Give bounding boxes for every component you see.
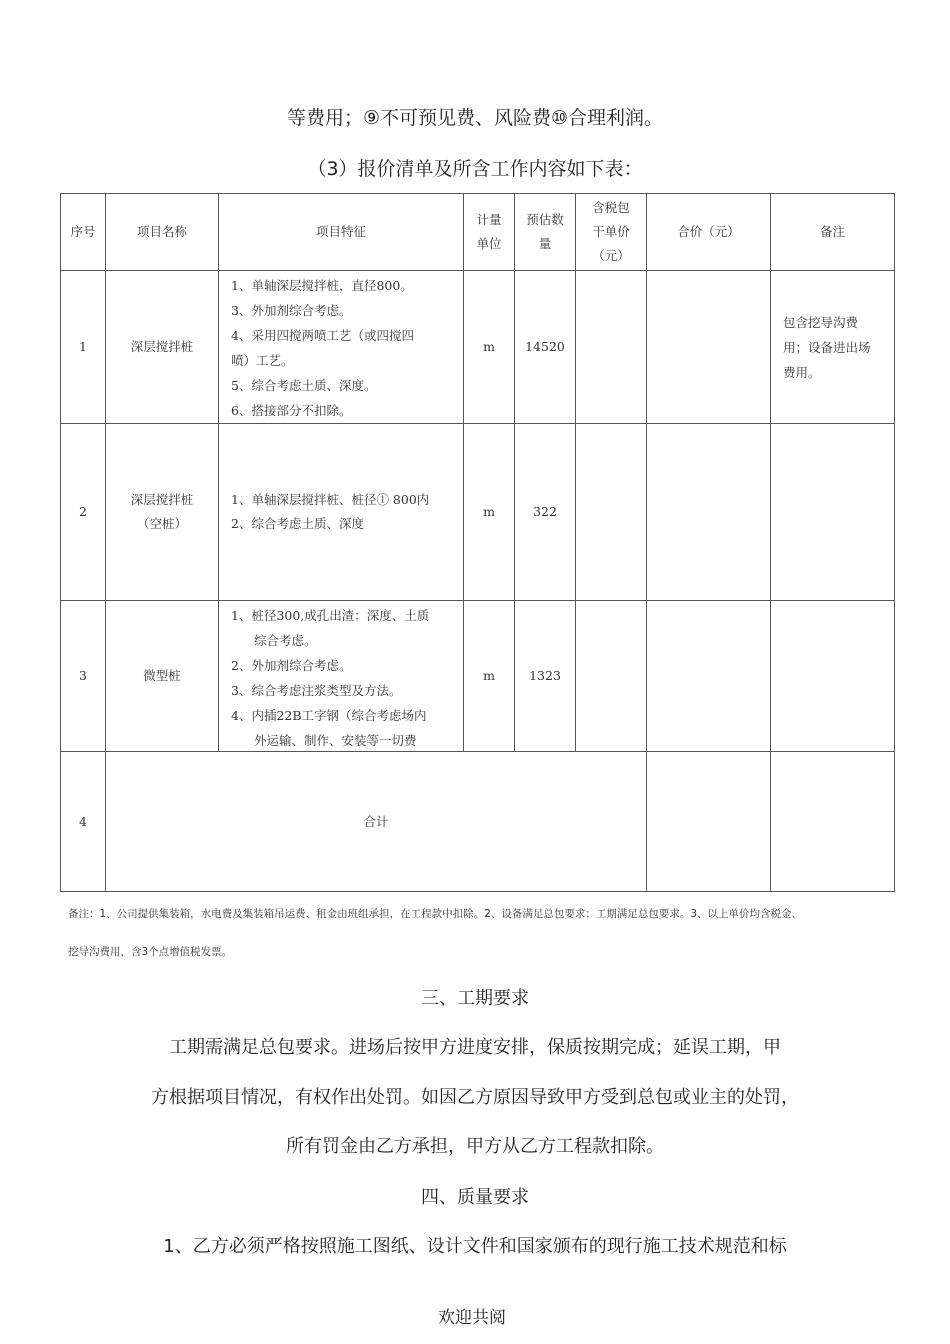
feature-line: 3、综合考虑注浆类型及方法。: [231, 683, 402, 698]
table-row: [61, 752, 895, 892]
row2-name: [106, 424, 219, 601]
row4-total: [647, 752, 771, 892]
header-qty: [515, 194, 576, 271]
header-feature: 项目特征: [219, 194, 464, 271]
header-note: 备注: [771, 194, 895, 271]
header-qty-line2: 量: [538, 236, 552, 251]
header-qty-line1: 预估数: [526, 212, 564, 227]
row4-note: [771, 752, 895, 892]
row3-unit: m: [464, 601, 515, 752]
row3-features-clip: [231, 603, 455, 751]
row3-note: [771, 601, 895, 752]
header-unit-line1: 计量: [476, 212, 502, 227]
feature-line: 外运输、制作、安装等一切费: [254, 733, 417, 748]
feature-line: 5、综合考虑土质、深度。: [231, 378, 377, 393]
remark-line-1: 备注：1、公司提供集装箱，水电费及集装箱吊运费、租金由班组承担，在工程款中扣除。2、设备满足总包要求；工期满足总包要求。3、以上单价均含税金、: [68, 908, 803, 920]
note-line: 包含挖导沟费: [783, 314, 859, 330]
row2-name-line2: （空桩）: [136, 516, 187, 531]
header-unit-line2: 单位: [476, 236, 502, 251]
table-header-row: [61, 194, 895, 271]
table-heading: （3）报价清单及所含工作内容如下表：: [307, 158, 643, 180]
table-row: [61, 271, 895, 424]
footer-text: 欢迎共阅: [438, 1308, 506, 1328]
row2-total: [647, 424, 771, 601]
row1-qty: 14520: [515, 271, 576, 424]
header-price-line1: 含税包: [592, 200, 630, 215]
row2-unit: m: [464, 424, 515, 601]
row2-qty: 322: [515, 424, 576, 601]
row1-note: [771, 271, 895, 424]
section3-paragraph-line3: 所有罚金由乙方承担，甲方从乙方工程款扣除。: [286, 1136, 664, 1157]
row4-total-label: 合计: [106, 752, 647, 892]
quote-table: [60, 193, 895, 892]
header-unit: [464, 194, 515, 271]
row3-qty: 1323: [515, 601, 576, 752]
row3-features: [219, 601, 464, 752]
row1-features: [219, 271, 464, 424]
row1-seq: 1: [61, 271, 106, 424]
section3-title: 三、工期要求: [421, 988, 529, 1009]
section4-title: 四、质量要求: [421, 1187, 529, 1208]
row1-total: [647, 271, 771, 424]
note-line: 费用。: [783, 364, 821, 380]
header-name: 项目名称: [106, 194, 219, 271]
feature-line: 1、桩径300,成孔出渣：深度、土质: [231, 608, 430, 623]
feature-line: 4、采用四搅两喷工艺（或四搅四: [231, 328, 414, 343]
row2-seq: 2: [61, 424, 106, 601]
row2-name-line1: 深层搅拌桩: [130, 492, 194, 507]
note-line: 用；设备进出场: [783, 339, 871, 355]
table-row: [61, 424, 895, 601]
feature-line: 2、综合考虑土质、深度: [231, 516, 364, 531]
row4-seq: 4: [61, 752, 106, 892]
feature-line: 4、内插22B工字钢（综合考虑场内: [231, 708, 427, 723]
header-price-line2: 干单价: [592, 224, 630, 239]
row2-features: [219, 424, 464, 601]
feature-line: 1、单轴深层搅拌桩、桩径① 800内: [231, 492, 430, 507]
feature-line: 6、搭接部分不扣除。: [231, 403, 352, 418]
feature-line: 3、外加剂综合考虑。: [231, 303, 352, 318]
row1-unit: m: [464, 271, 515, 424]
feature-line: 喷）工艺。: [231, 353, 294, 368]
section3-paragraph-line2: 方根据项目情况，有权作出处罚。如因乙方原因导致甲方受到总包或业主的处罚，: [151, 1087, 799, 1108]
row3-name: 微型桩: [106, 601, 219, 752]
row2-price: [576, 424, 647, 601]
row3-total: [647, 601, 771, 752]
remark-line-2: 挖导沟费用，含3个点增值税发票。: [68, 946, 233, 958]
header-price: [576, 194, 647, 271]
row3-seq: 3: [61, 601, 106, 752]
header-total: 合价（元）: [647, 194, 771, 271]
header-price-line3: （元）: [592, 248, 630, 263]
intro-line: 等费用；⑨不可预见费、风险费⑩合理利润。: [286, 107, 664, 129]
table-row: [61, 601, 895, 752]
section3-paragraph-line1: 工期需满足总包要求。进场后按甲方进度安排，保质按期完成；延误工期，甲: [169, 1037, 781, 1058]
row3-price: [576, 601, 647, 752]
feature-line: 综合考虑。: [254, 633, 317, 648]
feature-line: 1、单轴深层搅拌桩，直径800。: [231, 278, 413, 293]
header-seq: 序号: [61, 194, 106, 271]
row1-price: [576, 271, 647, 424]
row2-note: [771, 424, 895, 601]
section4-paragraph-line1: 1、乙方必须严格按照施工图纸、设计文件和国家颁布的现行施工技术规范和标: [163, 1236, 787, 1257]
row1-name: 深层搅拌桩: [106, 271, 219, 424]
feature-line: 2、外加剂综合考虑。: [231, 658, 352, 673]
